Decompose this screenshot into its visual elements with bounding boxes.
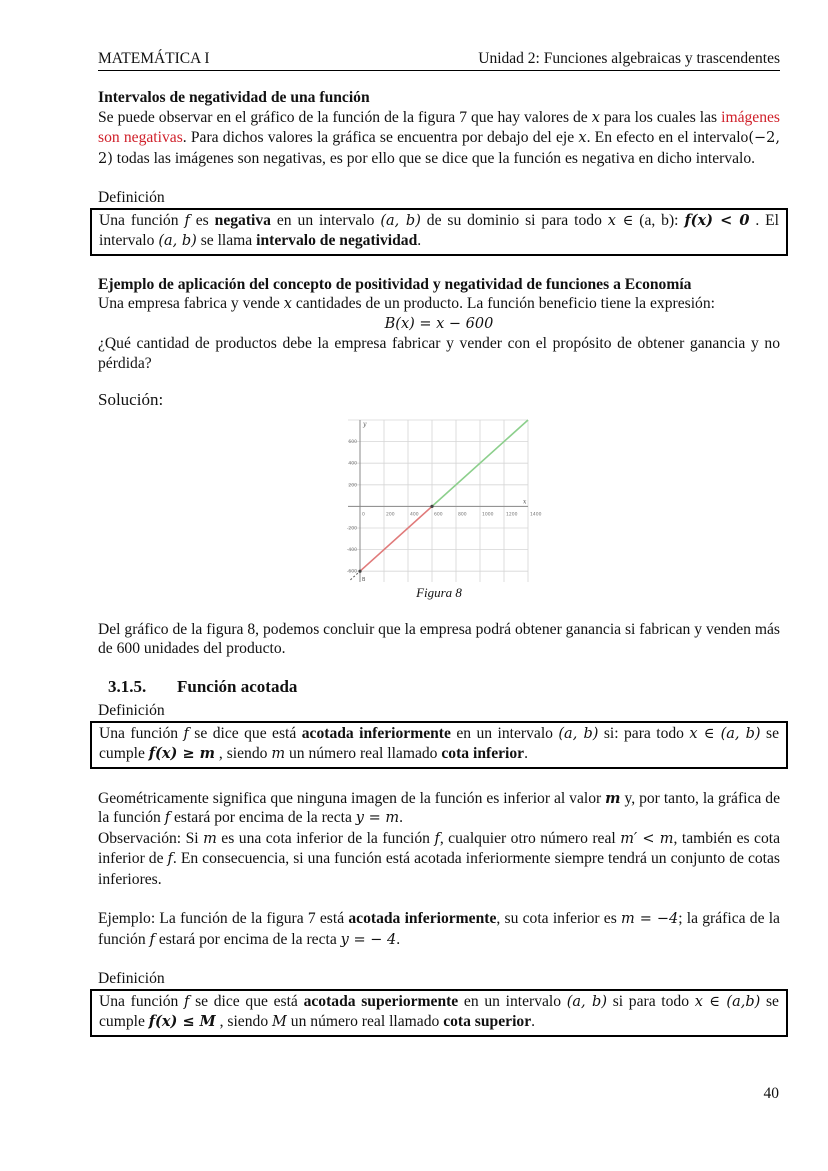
page-header bbox=[98, 49, 780, 71]
definition-label: Definición bbox=[98, 189, 165, 206]
x-axis-label: x bbox=[523, 497, 527, 505]
benefit-chart bbox=[336, 414, 542, 589]
y-tick-label: 200 bbox=[348, 482, 357, 488]
observation-paragraph: Observación: Si m es una cota inferior de la función f, cualquier otro número real m′ < m, también es cota inferior de f. En consecuencia, si una función está acotada inferiormente siempre tendrá un conjunto de cotas inferiores. bbox=[98, 829, 780, 888]
line-negative-segment bbox=[360, 506, 432, 571]
definition-box-lower-bound: Una función f se dice que está acotada inferiormente en un intervalo (a, b) si: para todo x ∈ (a, b) se cumple f(x) ≥ m , siendo m un número real llamado cota inferior. bbox=[90, 721, 788, 769]
section-number: 3.1.5. bbox=[108, 676, 147, 696]
benefit-formula: B(x) = x − 600 bbox=[384, 315, 494, 332]
example-paragraph: Una empresa fabrica y vende x cantidades de un producto. La función beneficio tiene la expresión: bbox=[98, 295, 715, 312]
x-tick-label: 200 bbox=[386, 511, 395, 517]
y-tick-label: -200 bbox=[346, 526, 357, 531]
y-tick-label: -400 bbox=[346, 547, 357, 553]
section-title: Función acotada bbox=[177, 676, 298, 696]
header-course: MATEMÁTICA I bbox=[98, 50, 210, 67]
page-content bbox=[98, 88, 780, 1037]
x-tick-label: 400 bbox=[410, 511, 419, 517]
y-axis-label: y bbox=[363, 420, 367, 428]
definition-label: Definición bbox=[98, 970, 165, 987]
conclusion-paragraph: Del gráfico de la figura 8, podemos concluir que la empresa podrá obtener ganancia si fabrican y venden más de 600 unidades del producto. bbox=[98, 620, 780, 657]
figure-8 bbox=[98, 414, 780, 604]
x-tick-label: 1000 bbox=[482, 511, 494, 517]
x-tick-label: 600 bbox=[434, 511, 443, 517]
section-heading bbox=[108, 677, 780, 697]
x-tick-label: 1200 bbox=[506, 511, 518, 517]
example-title: Ejemplo de aplicación del concepto de positividad y negatividad de funciones a Economía bbox=[98, 275, 692, 293]
example-lower-bound: Ejemplo: La función de la figura 7 está acotada inferiormente, su cota inferior es m = −4; la gráfica de la función f estará por encima de la recta y = − 4. bbox=[98, 910, 780, 948]
definition-label: Definición bbox=[98, 702, 165, 719]
x-tick-label: 800 bbox=[458, 511, 467, 517]
y-tick-label: 600 bbox=[348, 439, 357, 445]
point-label-b: B bbox=[362, 576, 366, 583]
solution-label: Solución: bbox=[98, 390, 164, 409]
header-unit: Unidad 2: Funciones algebraicas y trascendentes bbox=[478, 50, 780, 67]
negativity-title: Intervalos de negatividad de una función bbox=[98, 89, 370, 106]
page-number: 40 bbox=[763, 1085, 779, 1102]
y-tick-label: 400 bbox=[348, 461, 357, 467]
geometric-paragraph: Geométricamente significa que ninguna imagen de la función es inferior al valor m y, por tanto, la gráfica de la función f estará por encima de la recta y = m. bbox=[98, 789, 780, 826]
example-question: ¿Qué cantidad de productos debe la empresa fabricar y vender con el propósito de obtener ganancia y no pérdida? bbox=[98, 335, 780, 372]
x-tick-label: 0 bbox=[362, 511, 365, 517]
x-tick-label: 1400 bbox=[530, 511, 542, 517]
figure-caption: Figura 8 bbox=[416, 584, 462, 600]
definition-box-negative: Una función f es negativa en un intervalo (a, b) de su dominio si para todo x ∈ (a, b): f(x) < 0 . El intervalo (a, b) se llama intervalo de negatividad. bbox=[90, 208, 788, 256]
highlight-negative-images: imágenes son negativas bbox=[98, 108, 780, 146]
point-x-intercept bbox=[430, 504, 433, 507]
point-y-intercept bbox=[358, 569, 361, 572]
negativity-paragraph: Se puede observar en el gráfico de la función de la figura 7 que hay valores de x para los cuales las imágenes son negativas. Para dichos valores la gráfica se encuentra por debajo del eje x. En efecto en el intervalo(−2, 2) todas las imágenes son negativas, es por ello que se dice que la función es negativa en dicho intervalo. bbox=[98, 108, 780, 167]
y-tick-label: -600 bbox=[346, 569, 357, 575]
definition-box-upper-bound: Una función f se dice que está acotada superiormente en un intervalo (a, b) si para todo x ∈ (a,b) se cumple f(x) ≤ M , siendo M un número real llamado cota superior. bbox=[90, 989, 788, 1037]
